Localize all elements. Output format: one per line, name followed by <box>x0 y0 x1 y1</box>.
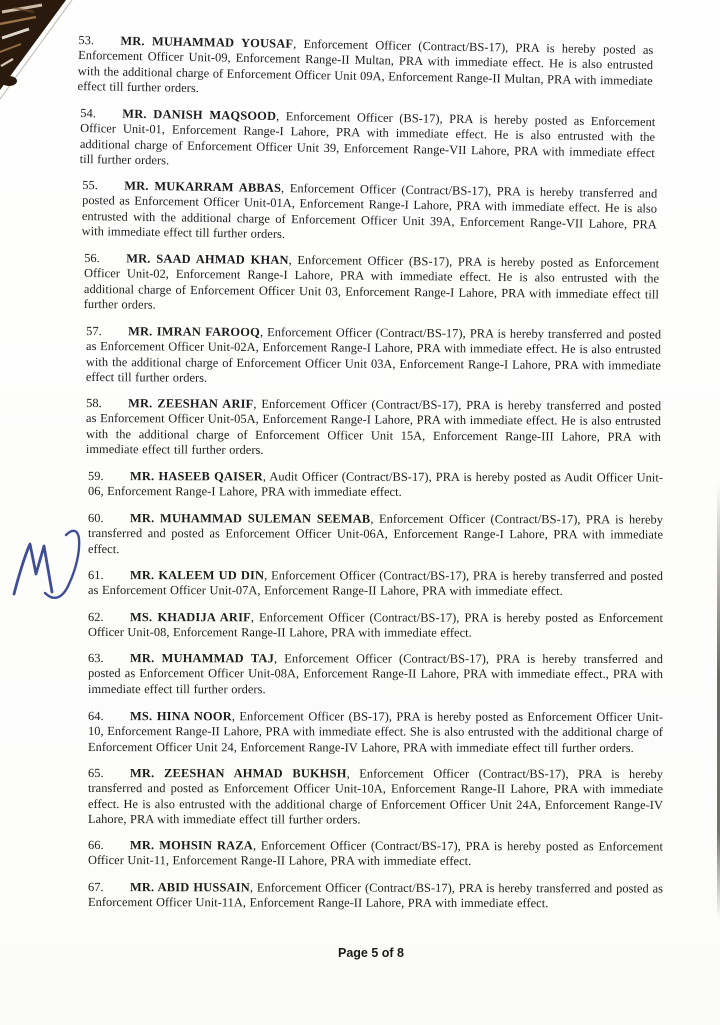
item-number: 66. <box>88 838 104 853</box>
order-item <box>88 469 663 501</box>
order-item <box>86 324 661 389</box>
officer-name: MR. MOHSIN RAZA <box>130 838 253 853</box>
order-list <box>77 33 664 922</box>
item-text: , Audit Officer (Contract/BS-17), PRA is hereby posted as Audit Officer Unit-06, Enforcement Range-I Lahore, PRA with immediate effect. <box>87 469 664 499</box>
officer-name: MR. ZEESHAN AHMAD BUKHSH <box>130 765 347 781</box>
item-number: 59. <box>88 468 104 483</box>
officer-name: MR. KALEEM UD DIN <box>130 567 265 583</box>
officer-name: MR. DANISH MAQSOOD <box>122 106 277 123</box>
item-number: 53. <box>78 33 95 48</box>
item-text: , Enforcement Officer (Contract/BS-17), PRA is hereby posted as Enforcement Officer Unit-11, Enforcement Range-II Lahore, PRA with immediate effect. <box>87 838 664 869</box>
order-item <box>88 766 663 829</box>
officer-name: MS. HINA NOOR <box>130 708 232 723</box>
order-item <box>84 251 660 318</box>
item-text: , Enforcement Officer (Contract/BS-17), PRA is hereby posted as Enforcement Officer Unit-09, Enforcement Range-II Multan, PRA with immediate effect. He is also entrusted with the additional charge of Enforcement Officer Unit 09A, Enforcement Range-II Multan, PRA with immediate effect till further orders. <box>77 36 654 96</box>
officer-name: MR. MUHAMMAD TAJ <box>130 651 274 666</box>
item-number: 61. <box>88 567 104 582</box>
item-number: 67. <box>88 880 104 895</box>
item-number: 54. <box>80 105 97 120</box>
officer-name: MR. SAAD AHMAD KHAN <box>126 251 289 267</box>
officer-name: MR. HASEEB QAISER <box>130 468 263 484</box>
item-number: 65. <box>88 765 104 780</box>
officer-name: MR. MUKARRAM ABBAS <box>124 178 282 196</box>
officer-name: MR. MUHAMMAD SULEMAN SEEMAB <box>130 510 371 526</box>
item-text: , Enforcement Officer (BS-17), PRA is hereby posted as Enforcement Officer Unit-01, Enforcement Range-I Lahore, PRA with immediate effect. He is also entrusted with the additional charge of Enforcement Officer Unit 39, Enforcement Range-VII Lahore, PRA with immediate effect till further orders. <box>79 108 656 168</box>
item-text: , Enforcement Officer (Contract/BS-17), PRA is hereby transferred and posted as Enforcement Officer Unit-05A, Enforcement Range-I Lahore, PRA with immediate effect. He is also entrusted with the additional charge of Enforcement Officer Unit 15A, Enforcement Range-III Lahore, PRA with immediate effect till further orders. <box>85 397 662 458</box>
item-text: , Enforcement Officer (Contract/BS-17), PRA is hereby transferred and posted as Enforcement Officer Unit-01A, Enforcement Range-I Lahore, PRA with immediate effect. He is also entrusted with the additional charge of Enforcement Officer Unit 39A, Enforcement Range-VII Lahore, PRA with immediate effect till further orders. <box>81 181 658 242</box>
item-text: , Enforcement Officer (BS-17), PRA is hereby posted as Enforcement Officer Unit-02, Enforcement Range-I Lahore, PRA with immediate effect. He is also entrusted with the additional charge of Enforcement Officer Unit 03, Enforcement Range-I Lahore, PRA with immediate effect till further orders. <box>83 252 660 312</box>
page-footer <box>0 946 720 960</box>
item-number: 55. <box>82 178 99 193</box>
item-number: 56. <box>84 250 100 266</box>
officer-name: MR. ABID HUSSAIN <box>130 880 250 895</box>
item-text: , Enforcement Officer (Contract/BS-17), PRA is hereby transferred and posted as Enforcement Officer Unit-07A, Enforcement Range-II Lahore, PRA with immediate effect. <box>87 568 664 599</box>
order-item <box>88 568 663 600</box>
item-number: 58. <box>86 396 102 411</box>
order-item <box>88 880 663 912</box>
order-item <box>88 610 663 642</box>
item-text: , Enforcement Officer (Contract/BS-17), PRA is hereby transferred and posted as Enforcement Officer Unit-08A, Enforcement Range-II Lahore, PRA with immediate effect., PRA with immediate effect till further orders. <box>87 651 664 697</box>
officer-name: MR. MUHAMMAD YOUSAF <box>120 33 294 51</box>
item-number: 63. <box>88 651 104 666</box>
officer-name: MS. KHADIJA ARIF <box>130 609 251 624</box>
order-item <box>82 178 658 248</box>
order-item <box>88 838 663 870</box>
item-text: , Enforcement Officer (Contract/BS-17), PRA is hereby transferred and posted as Enforcement Officer Unit-11A, Enforcement Range-II Lahore, PRA with immediate effect. <box>87 880 664 911</box>
item-number: 62. <box>88 609 104 624</box>
page-number-label: Page 5 of 8 <box>338 946 404 960</box>
officer-name: MR. ZEESHAN ARIF <box>128 396 254 412</box>
order-item <box>88 511 663 559</box>
officer-name: MR. IMRAN FAROOQ <box>128 323 261 339</box>
order-item <box>88 651 663 698</box>
item-text: , Enforcement Officer (Contract/BS-17), PRA is hereby transferred and posted as Enforcement Officer Unit-10A, Enforcement Range-II Lahore, PRA with immediate effect. He is also entrusted with the additional charge of Enforcement Officer Unit 24A, Enforcement Range-IV Lahore, PRA with immediate effect till further orders. <box>87 766 664 827</box>
item-number: 64. <box>88 708 104 723</box>
order-item <box>77 33 653 105</box>
item-text: , Enforcement Officer (Contract/BS-17), PRA is hereby transferred and posted as Enforcement Officer Unit-06A, Enforcement Range-I Lahore, PRA with immediate effect. <box>87 511 664 556</box>
item-number: 60. <box>88 510 104 525</box>
order-item <box>86 396 661 461</box>
order-item <box>88 709 663 756</box>
order-item <box>80 106 656 177</box>
item-text: , Enforcement Officer (BS-17), PRA is hereby posted as Enforcement Officer Unit-10, Enforcement Range-II Lahore, PRA with immediate effect. She is also entrusted with the additional charge of Enforcement Officer Unit 24, Enforcement Range-IV Lahore, PRA with immediate effect till further orders. <box>87 708 664 755</box>
item-text: , Enforcement Officer (Contract/BS-17), PRA is hereby posted as Enforcement Officer Unit-08, Enforcement Range-II Lahore, PRA with immediate effect. <box>87 609 664 640</box>
item-text: , Enforcement Officer (Contract/BS-17), PRA is hereby transferred and posted as Enforcement Officer Unit-02A, Enforcement Range-I Lahore, PRA with immediate effect. He is also entrusted with the additional charge of Enforcement Officer Unit 03A, Enforcement Range-I Lahore, PRA with immediate effect till further orders. <box>85 324 662 385</box>
item-number: 57. <box>86 323 102 338</box>
